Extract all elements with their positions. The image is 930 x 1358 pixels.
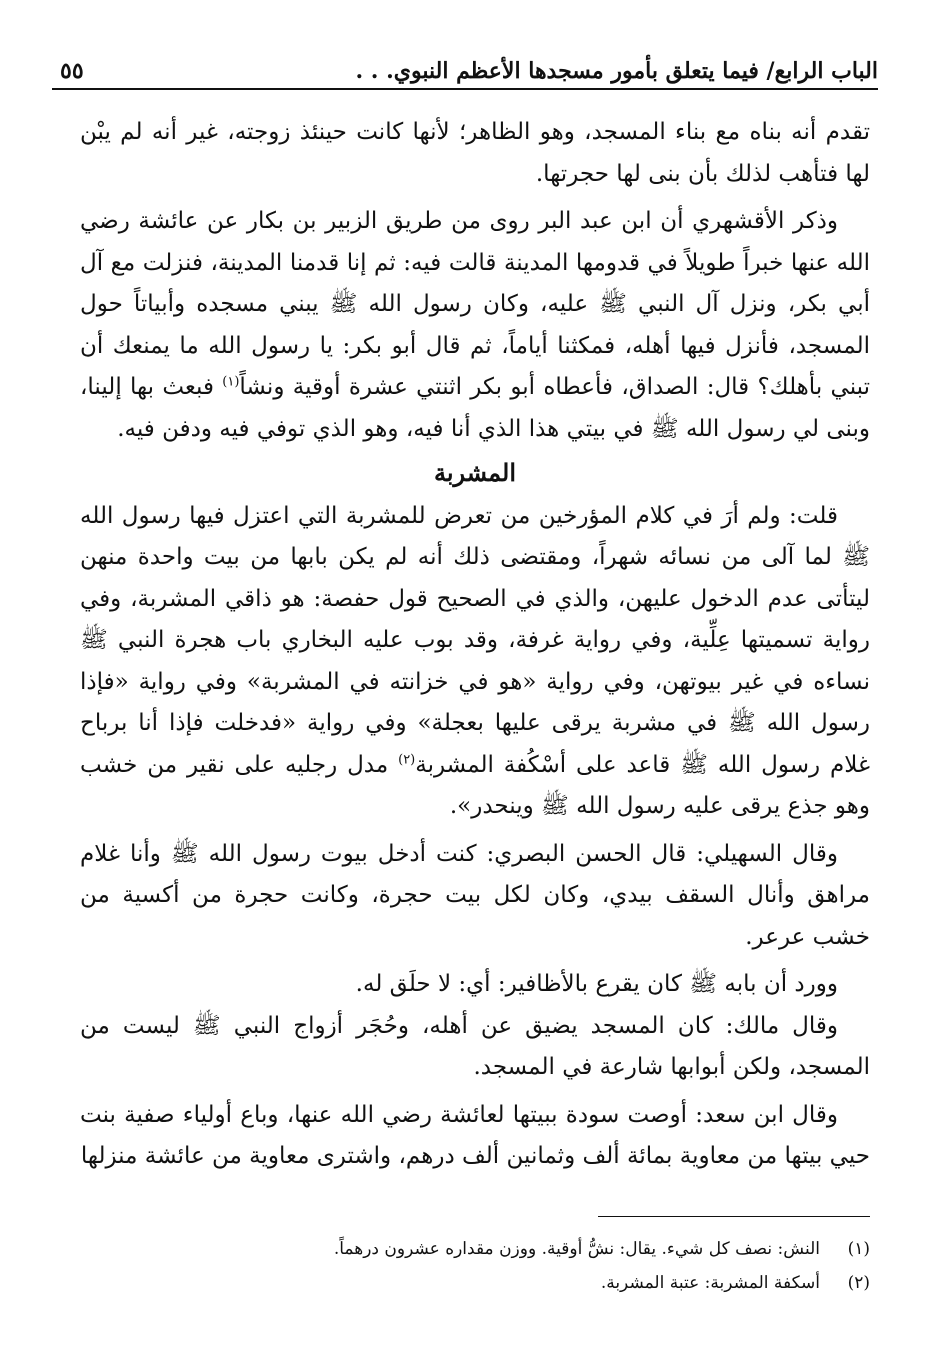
footnote-2: [80, 1266, 870, 1300]
footnote-1-text: النش: نصف كل شيء. يقال: نشُّ أوقية. ووزن مقداره عشرون درهماً.: [333, 1239, 820, 1259]
body-text: [80, 112, 870, 1178]
footnote-1: [80, 1232, 870, 1266]
paragraph-2: [80, 201, 870, 450]
footnote-2-number: (٢): [847, 1273, 870, 1293]
paragraph-4: وقال السهيلي: قال الحسن البصري: كنت أدخل بيوت رسول الله ﷺ وأنا غلام مراهق وأنال السقف بيدي، وكان لكل بيت حجرة، وكانت حجرة من أكسية من خشب عرعر.: [80, 840, 870, 950]
footnote-ref-2: (٢): [398, 751, 416, 767]
paragraph-2-part-a: وذكر الأقشهري أن ابن عبد البر روى من طريق الزبير بن بكار عن عائشة رضي الله عنها خبراً طويلاً في قدومها المدينة قالت فيه: ثم إنا قدمنا المدينة، فنزلت مع آل أبي بكر، ونزل آل النبي ﷺ عليه، وكان رسول الله ﷺ يبني مسجده وأبياتاً حول المسجد، فأنزل فيها أهله، فمكثنا أياماً، ثم قال أبو بكر: يا رسول الله ما يمنعك أن تبني بأهلك؟ قال: الصداق، فأعطاه أبو بكر اثنتي عشرة أوقية ونشاً: [80, 208, 870, 400]
header-rule: [52, 88, 878, 90]
page-number: ٥٥: [60, 58, 84, 84]
footnotes: [80, 1232, 870, 1300]
paragraph-3-part-a: قلت: ولم أرَ في كلام المؤرخين من تعرض للمشربة التي اعتزل فيها رسول الله ﷺ لما آلى من نسائه شهراً، ومقتضى ذلك أنه لم يكن بابها من بيت واحدة منهن ليتأتى عدم الدخول عليهن، والذي في الصحيح قول حفصة: هو ذاقي المشربة، وفي رواية تسميتها عِلِّية، وفي رواية غرفة، وقد بوب عليه البخاري باب هجرة النبي ﷺ نساءه في غير بيوتهن، وفي رواية «هو في خزانته في المشربة» وفي رواية «فإذا رسول الله ﷺ في مشربة يرقى عليها بعجلة» وفي رواية «فدخلت فإذا أنا برباح غلام رسول الله ﷺ قاعد على أسْكُفة المشربة: [80, 502, 870, 778]
paragraph-1: تقدم أنه بناه مع بناء المسجد، وهو الظاهر؛ لأنها كانت حينئذ زوجته، غير أنه لم يبْن لها فتأهب لذلك بأن بنى لها حجرتها.: [80, 119, 870, 187]
paragraph-3: [80, 496, 870, 828]
chapter-title: الباب الرابع/ فيما يتعلق بأمور مسجدها الأعظم النبوي. . .: [355, 58, 878, 84]
footnote-rule: [598, 1216, 870, 1217]
paragraph-3-part-b: مدل رجليه على نقير من خشب وهو جذع يرقى عليه رسول الله ﷺ وينحدر».: [80, 751, 870, 819]
paragraph-6: وقال مالك: كان المسجد يضيق عن أهله، وحُجَر أزواج النبي ﷺ ليست من المسجد، ولكن أبوابها شارعة في المسجد.: [80, 1012, 870, 1080]
footnote-2-text: أسكفة المشربة: عتبة المشربة.: [600, 1273, 820, 1293]
section-heading: المشربة: [433, 458, 517, 487]
running-head: [60, 52, 878, 90]
paragraph-7: وقال ابن سعد: أوصت سودة ببيتها لعائشة رضي الله عنها، وباع أولياء صفية بنت حيي بيتها من معاوية بمائة ألف وثمانين ألف درهم، واشترى معاوية من عائشة منزلها: [80, 1101, 870, 1169]
paragraph-5: وورد أن بابه ﷺ كان يقرع بالأظافير: أي: لا حلَق له.: [355, 971, 838, 997]
footnote-ref-1: (١): [222, 374, 240, 390]
footnote-1-number: (١): [847, 1239, 870, 1259]
paragraph-2-part-b: فبعث بها إلينا، وبنى لي رسول الله ﷺ في بيتي هذا الذي أنا فيه، وهو الذي توفي فيه ودفن فيه.: [80, 374, 870, 442]
